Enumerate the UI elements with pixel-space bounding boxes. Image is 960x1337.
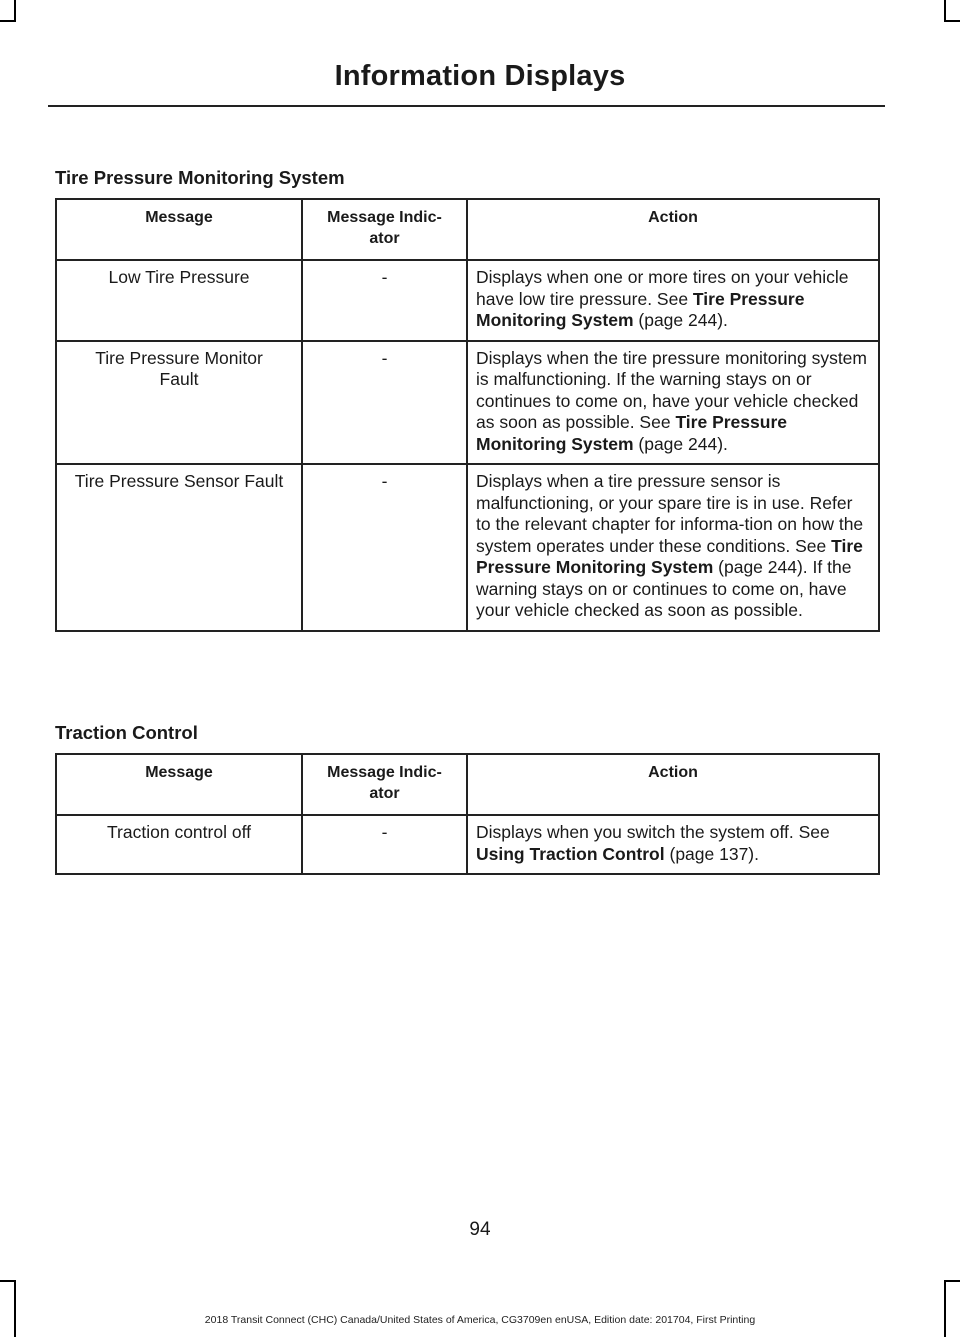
title-divider — [48, 105, 885, 107]
crop-mark-bottom-right — [944, 1280, 946, 1337]
crop-mark-bottom-left — [14, 1280, 16, 1337]
crop-mark-top-left — [14, 0, 16, 22]
indicator-cell: - — [302, 464, 467, 631]
message-text: Tire Pressure Sensor Fault — [74, 471, 284, 491]
action-cell — [467, 341, 879, 465]
section-heading-traction-control: Traction Control — [55, 722, 198, 743]
table-row — [56, 260, 879, 341]
cross-reference-link[interactable]: Using Traction Control — [476, 843, 665, 864]
crop-mark-bottom-left-h — [0, 1280, 16, 1282]
action-text: Displays when you switch the system off. See — [476, 822, 830, 842]
page-title: Information Displays — [334, 60, 626, 92]
page-reference: (page 244). — [633, 433, 728, 454]
table-header-row — [56, 754, 879, 815]
action-text: Displays when one or more tires on your vehicle have low tire pressure. See — [476, 267, 849, 309]
crop-mark-top-left-h — [0, 20, 16, 22]
section-heading-tpms: Tire Pressure Monitoring System — [55, 167, 345, 188]
message-cell — [56, 464, 302, 631]
crop-mark-top-right — [944, 0, 946, 22]
column-header-message: Message — [56, 754, 302, 815]
tpms-message-table — [55, 198, 880, 632]
crop-mark-bottom-right-h — [944, 1280, 960, 1282]
page-number: 94 — [469, 1219, 491, 1240]
page-reference: (page 244). — [633, 310, 728, 330]
message-cell: Traction control off — [56, 815, 302, 874]
column-header-indicator-text: Message Indic-ator — [327, 764, 442, 802]
table-row — [56, 341, 879, 465]
table-row — [56, 464, 879, 631]
cross-reference-link[interactable]: Tire Pressure Monitoring System — [476, 412, 787, 454]
column-header-message: Message — [56, 199, 302, 260]
column-header-indicator — [302, 199, 467, 260]
traction-control-message-table — [55, 753, 880, 875]
indicator-cell: - — [302, 815, 467, 874]
action-text: Displays when the tire pressure monitoring system is malfunctioning. If the warning stays on or continues to come on, have your vehicle checked as soon as possible. See — [476, 347, 867, 432]
column-header-indicator-text: Message Indic-ator — [327, 209, 442, 247]
message-text: Tire Pressure Monitor Fault — [95, 347, 263, 389]
action-cell — [467, 815, 879, 874]
message-cell — [56, 341, 302, 465]
action-text: Displays when a tire pressure sensor is malfunctioning, or your spare tire is in use. Refer to the relevant chapter for informa-tion on how the system operates under these conditions. See — [476, 471, 864, 556]
message-cell: Low Tire Pressure — [56, 260, 302, 341]
column-header-indicator — [302, 754, 467, 815]
action-cell — [467, 464, 879, 631]
column-header-action: Action — [467, 199, 879, 260]
cross-reference-link[interactable]: Tire Pressure Monitoring System — [476, 288, 805, 330]
edition-footer: 2018 Transit Connect (CHC) Canada/United States of America, CG3709en enUSA, Edition date: 201704, First Printing — [204, 1314, 756, 1326]
table-row — [56, 815, 879, 874]
column-header-action: Action — [467, 754, 879, 815]
crop-mark-top-right-h — [944, 20, 960, 22]
table-header-row — [56, 199, 879, 260]
indicator-cell: - — [302, 260, 467, 341]
page-reference: (page 244). If the warning stays on or continues to come on, have your vehicle checked as soon as possible. — [476, 557, 852, 620]
page-reference: (page 137). — [664, 843, 759, 864]
action-cell — [467, 260, 879, 341]
indicator-cell: - — [302, 341, 467, 465]
cross-reference-link[interactable]: Tire Pressure Monitoring System — [476, 535, 863, 577]
